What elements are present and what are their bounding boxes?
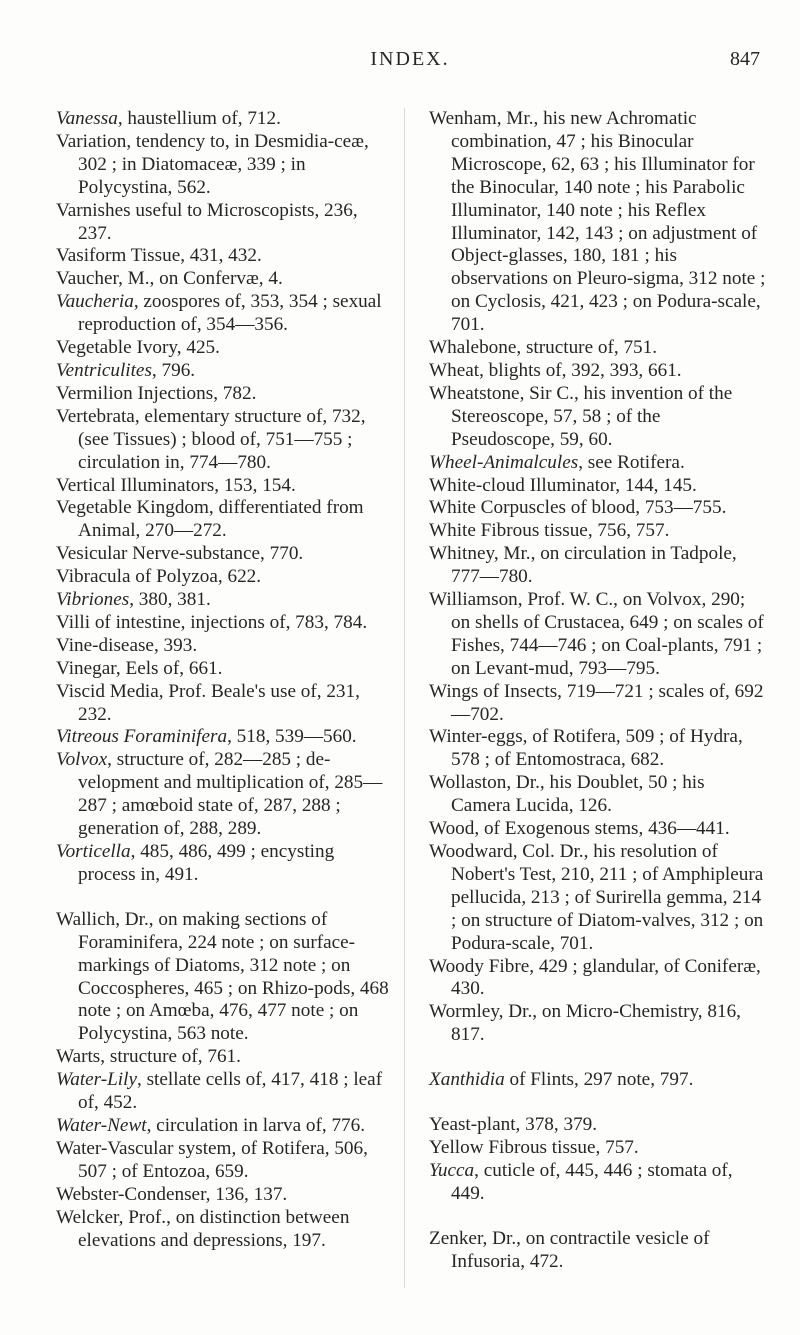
index-entry-text: Whitney, Mr., on circulation in Tadpole, 777—780. [429, 543, 737, 588]
index-entry [56, 497, 392, 543]
page-title: INDEX. [370, 48, 450, 70]
index-entry [56, 1069, 392, 1115]
index-entry [56, 108, 392, 131]
index-entry-text: of Flints, 297 note, 797. [504, 1069, 694, 1091]
index-entry [429, 1114, 767, 1137]
index-entry-text: Woody Fibre, 429 ; glandular, of Coniferæ, 430. [429, 955, 761, 1000]
index-entry-text: Zenker, Dr., on contractile vesicle of Infusoria, 472. [429, 1227, 710, 1272]
index-entry-text: Yeast-plant, 378, 379. [429, 1114, 598, 1136]
index-entry [56, 475, 392, 498]
index-term: Water-Lily [56, 1069, 137, 1091]
index-entry [56, 383, 392, 406]
index-entry [56, 612, 392, 635]
index-entry-text: Variation, tendency to, in Desmidia-ceæ, 302 ; in Diatomaceæ, 339 ; in Polycystina, 562. [56, 130, 369, 198]
index-term: Vanessa [56, 108, 118, 129]
index-entry [56, 200, 392, 246]
index-entry [56, 291, 392, 337]
index-entry [56, 681, 392, 727]
index-entry-text: White Corpuscles of blood, 753—755. [429, 497, 727, 519]
index-entry-text: Whalebone, structure of, 751. [429, 337, 658, 359]
index-entry [56, 589, 392, 612]
index-entry-text: , 518, 539—560. [227, 726, 357, 748]
index-entry-text: Wallich, Dr., on making sections of Foraminifera, 224 note ; on surface-markings of Diatoms, 312 note ; on Coccospheres, 465 ; on Rhizo-pods, 468 note ; on Amœba, 476, 477 note ; on Polycystina, 563 note. [56, 908, 389, 1045]
index-term: Ventriculites [56, 359, 152, 381]
index-entry [56, 268, 392, 291]
index-entry [429, 497, 767, 520]
index-entry [429, 1137, 767, 1160]
index-entry-text: Woodward, Col. Dr., his resolution of Nobert's Test, 210, 211 ; of Amphipleura pellucida, 213 ; of Surirella gemma, 214 ; on structure of Diatom-valves, 312 ; on Podura-scale, 701. [429, 841, 764, 954]
index-entry-text: , 796. [151, 359, 196, 381]
index-term: Volvox [56, 749, 108, 771]
index-entry-text: White Fibrous tissue, 756, 757. [429, 520, 670, 542]
index-entry-text: , haustellium of, 712. [117, 108, 281, 129]
index-entry [429, 681, 767, 727]
index-entry [429, 337, 767, 360]
index-entry [56, 841, 392, 887]
index-entry [56, 1184, 392, 1207]
index-entry [429, 772, 767, 818]
index-entry-text: Webster-Condenser, 136, 137. [56, 1183, 288, 1205]
index-entry [429, 1160, 767, 1206]
index-entry [429, 818, 767, 841]
index-entry-text: Vinegar, Eels of, 661. [56, 657, 223, 679]
index-entry-text: Wenham, Mr., his new Achromatic combination, 47 ; his Binocular Microscope, 62, 63 ; his Illuminator for the Binocular, 140 note ; his Parabolic Illuminator, 140 note ; his Reflex Illuminator, 142, 143 ; on adjustment of Object-glasses, 180, 181 ; his observations on Pleuro-sigma, 312 note ; on Cyclosis, 421, 423 ; on Podura-scale, 701. [429, 108, 766, 336]
index-entry [56, 635, 392, 658]
index-entry-text: Winter-eggs, of Rotifera, 509 ; of Hydra, 578 ; of Entomostraca, 682. [429, 726, 743, 771]
page-number: 847 [730, 48, 760, 70]
index-entry [56, 543, 392, 566]
index-entry-text: Wood, of Exogenous stems, 436—441. [429, 818, 730, 840]
index-entry [56, 1207, 392, 1253]
index-entry-text: , 380, 381. [129, 589, 211, 611]
index-column-right [429, 108, 767, 1274]
index-entry-text: , circulation in larva of, 776. [146, 1114, 366, 1136]
index-entry [429, 383, 767, 452]
index-entry [429, 1069, 767, 1092]
index-entry [56, 566, 392, 589]
index-term: Xanthidia [429, 1069, 505, 1091]
index-entry-text: Viscid Media, Prof. Beale's use of, 231, 232. [56, 680, 360, 725]
index-entry [56, 1115, 392, 1138]
index-entry-text: , structure of, 282—285 ; de-velopment and multiplication of, 285—287 ; amœboid state of, 287, 288 ; generation of, 288, 289. [78, 749, 383, 840]
index-term: Vorticella [56, 841, 131, 862]
index-entry [56, 726, 392, 749]
index-entry [56, 909, 392, 1046]
index-term: Yucca [429, 1159, 475, 1181]
index-entry [56, 360, 392, 383]
index-entry [429, 360, 767, 383]
index-entry-text: White-cloud Illuminator, 144, 145. [429, 474, 697, 496]
index-entry-text: Vegetable Ivory, 425. [56, 337, 220, 359]
index-entry-text: Williamson, Prof. W. C., on Volvox, 290; on shells of Crustacea, 649 ; on scales of Fishes, 744—746 ; on Coal-plants, 791 ; on Levant-mud, 793—795. [429, 589, 764, 679]
index-entry [429, 726, 767, 772]
index-entry-text: , cuticle of, 445, 446 ; stomata of, 449. [451, 1159, 733, 1204]
index-entry-text: Villi of intestine, injections of, 783, 784. [56, 611, 368, 633]
index-entry-text: Welcker, Prof., on distinction between elevations and depressions, 197. [56, 1206, 350, 1251]
index-entry-text: Wheatstone, Sir C., his invention of the Stereoscope, 57, 58 ; of the Pseudoscope, 59, 60. [429, 382, 733, 450]
column-divider [404, 108, 405, 1288]
index-entry-text: , stellate cells of, 417, 418 ; leaf of, 452. [78, 1069, 383, 1114]
index-term: Wheel-Animalcules [429, 451, 579, 473]
index-entry-text: Water-Vascular system, of Rotifera, 506, 507 ; of Entozoa, 659. [56, 1137, 368, 1182]
index-entry-text: , see Rotifera. [578, 451, 685, 473]
index-entry-text: Vegetable Kingdom, differentiated from Animal, 270—272. [56, 497, 364, 542]
index-term: Vaucheria [56, 291, 134, 313]
index-entry-text: , zoospores of, 353, 354 ; sexual reproduction of, 354—356. [78, 291, 382, 336]
index-entry-text: Vibracula of Polyzoa, 622. [56, 566, 262, 588]
index-entry-text: Vertical Illuminators, 153, 154. [56, 474, 296, 496]
index-entry [429, 589, 767, 681]
index-term: Water-Newt [56, 1114, 147, 1136]
index-entry-text: Wollaston, Dr., his Doublet, 50 ; his Camera Lucida, 126. [429, 772, 705, 817]
index-entry-text: Vine-disease, 393. [56, 634, 198, 656]
index-entry [56, 1046, 392, 1069]
index-entry [429, 475, 767, 498]
index-entry-text: Wormley, Dr., on Micro-Chemistry, 816, 817. [429, 1001, 741, 1046]
index-entry [56, 406, 392, 475]
index-entry-text: Varnishes useful to Microscopists, 236, 237. [56, 199, 358, 244]
index-entry [56, 337, 392, 360]
index-entry-text: Wings of Insects, 719—721 ; scales of, 692—702. [429, 680, 764, 725]
index-entry-text: Vesicular Nerve-substance, 770. [56, 543, 304, 565]
index-entry [56, 749, 392, 841]
page-header [60, 48, 760, 78]
index-entry-text: Wheat, blights of, 392, 393, 661. [429, 359, 682, 381]
index-entry [429, 452, 767, 475]
index-entry [429, 520, 767, 543]
index-entry [56, 658, 392, 681]
index-entry [429, 108, 767, 337]
index-entry-text: Vertebrata, elementary structure of, 732, (see Tissues) ; blood of, 751—755 ; circulation in, 774—780. [56, 405, 366, 473]
index-entry-text: Yellow Fibrous tissue, 757. [429, 1136, 639, 1158]
index-entry [56, 245, 392, 268]
index-entry [429, 1228, 767, 1274]
index-entry-text: Warts, structure of, 761. [56, 1046, 241, 1068]
index-term: Vibriones [56, 589, 130, 611]
index-entry-text: Vasiform Tissue, 431, 432. [56, 245, 262, 267]
index-entry [56, 131, 392, 200]
index-entry-text: Vaucher, M., on Confervæ, 4. [56, 268, 283, 290]
index-entry-text: Vermilion Injections, 782. [56, 382, 257, 404]
index-entry [429, 543, 767, 589]
index-entry [56, 1138, 392, 1184]
index-term: Vitreous Foraminifera [56, 726, 228, 748]
index-entry-text: , 485, 486, 499 ; encysting process in, 491. [78, 841, 335, 885]
index-column-left [56, 108, 392, 1252]
index-entry [429, 956, 767, 1002]
index-entry [429, 1001, 767, 1047]
index-entry [429, 841, 767, 956]
